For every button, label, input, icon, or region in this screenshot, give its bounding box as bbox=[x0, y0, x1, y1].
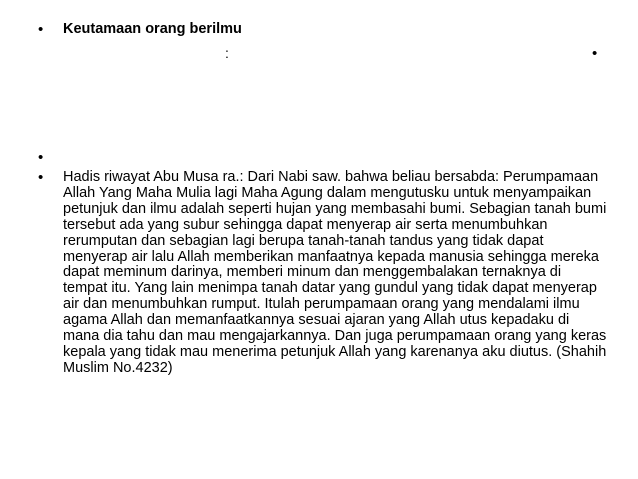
bullet-arabic: • bbox=[592, 45, 598, 62]
bullet-empty: • bbox=[38, 149, 44, 166]
bullet-heading: • bbox=[38, 21, 44, 38]
arabic-separator: : bbox=[225, 45, 229, 61]
slide-heading: Keutamaan orang berilmu bbox=[63, 21, 242, 37]
hadith-text: Hadis riwayat Abu Musa ra.: Dari Nabi saw. bahwa beliau bersabda: Perumpamaan Allah Yang Maha Mulia lagi Maha Agung dalam mengutusku untuk menyampaikan petunjuk dan ilmu adalah seperti hujan yang membasahi bumi. Sebagian tanah bumi tersebut ada yang subur sehingga dapat menyerap air serta menumbuhkan rerumputan dan sebagian lagi berupa tanah-tanah tandus yang tidak dapat menyerap air lalu Allah memberikan manfaatnya kepada manusia sehingga mereka dapat meminum darinya, memberi minum dan menggembalakan ternaknya di tempat itu. Yang lain menimpa tanah datar yang gundul yang tidak dapat menyerap air dan menumbuhkan rumput. Itulah perumpamaan orang yang mendalami ilmu agama Allah dan memanfaatkannya sesuai ajaran yang Allah utus kepadaku di mana dia tahu dan mau mengajarkannya. Dan juga perumpamaan orang yang keras kepala yang tidak mau menerima petunjuk Allah yang karenanya aku diutus. (Shahih Muslim No.4232) bbox=[63, 169, 607, 376]
bullet-hadith: • bbox=[38, 169, 44, 186]
